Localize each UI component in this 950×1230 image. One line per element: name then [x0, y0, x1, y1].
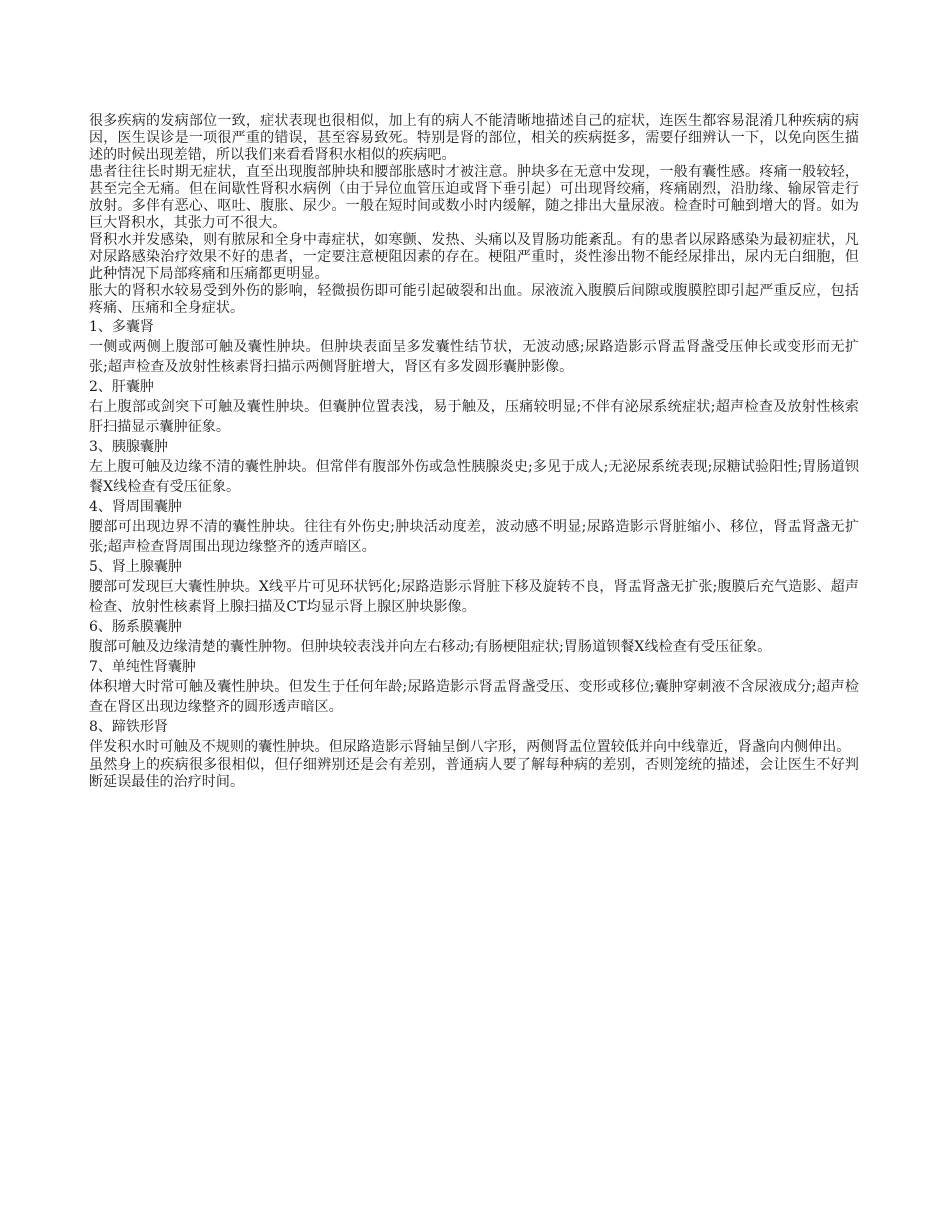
section-heading: 7、单纯性肾囊肿: [89, 659, 196, 675]
intro-paragraph: 患者往往长时期无症状，直至出现腹部肿块和腰部胀感时才被注意。肿块多在无意中发现，一般有囊性感。疼痛一般较轻，甚至完全无痛。但在间歇性肾积水病例（由于异位血管压迫或肾下垂引起）可出现肾绞痛，疼痛剧烈，沿肋缘、输尿管走行放射。多伴有恶心、呕吐、腹胀、尿少。一般在短时间或数小时内缓解，随之排出大量尿液。检查时可触到增大的肾。如为巨大肾积水，其张力可不很大。: [89, 164, 859, 231]
section-body: 腰部可出现边界不清的囊性肿块。往往有外伤史;肿块活动度差，波动感不明显;尿路造影示肾脏缩小、移位，肾盂肾盏无扩张;超声检查肾周围出现边缘整齐的透声暗区。: [89, 519, 859, 555]
intro-paragraph: 很多疾病的发病部位一致，症状表现也很相似，加上有的病人不能清晰地描述自己的症状，连医生都容易混淆几种疾病的病因，医生误诊是一项很严重的错误，甚至容易致死。特别是肾的部位，相关的疾病挺多，需要仔细辨认一下，以免向医生描述的时候出现差错，所以我们来看看肾积水相似的疾病吧。: [89, 113, 859, 163]
section-heading: 4、肾周围囊肿: [89, 499, 182, 515]
section-simple-renal-cyst: [89, 657, 859, 717]
section-horseshoe-kidney: [89, 717, 859, 757]
section-heading: 2、肝囊肿: [89, 379, 154, 395]
section-adrenal-cyst: [89, 557, 859, 617]
document-page: [89, 113, 859, 791]
section-heading: 8、蹄铁形肾: [89, 719, 168, 735]
section-heading: 5、肾上腺囊肿: [89, 559, 182, 575]
intro-paragraph: 胀大的肾积水较易受到外伤的影响，轻微损伤即可能引起破裂和出血。尿液流入腹膜后间隙或腹膜腔即引起严重反应，包括疼痛、压痛和全身症状。: [89, 283, 859, 316]
section-polycystic-kidney: [89, 317, 859, 377]
section-liver-cyst: [89, 377, 859, 437]
closing-paragraph: 虽然身上的疾病很多很相似，但仔细辨别还是会有差别，普通病人要了解每种病的差别，否则笼统的描述，会让医生不好判断延误最佳的治疗时间。: [89, 757, 859, 790]
section-heading: 1、多囊肾: [89, 319, 154, 335]
section-pancreatic-cyst: [89, 437, 859, 497]
section-body: 一侧或两侧上腹部可触及囊性肿块。但肿块表面呈多发囊性结节状，无波动感;尿路造影示肾盂肾盏受压伸长或变形而无扩张;超声检查及放射性核素肾扫描示两侧肾脏增大，肾区有多发圆形囊肿影像。: [89, 339, 859, 375]
section-heading: 3、胰腺囊肿: [89, 439, 168, 455]
section-body: 左上腹可触及边缘不清的囊性肿块。但常伴有腹部外伤或急性胰腺炎史;多见于成人;无泌尿系统表现;尿糖试验阳性;胃肠道钡餐X线检查有受压征象。: [89, 459, 859, 495]
section-body: 体积增大时常可触及囊性肿块。但发生于任何年龄;尿路造影示肾盂肾盏受压、变形或移位;囊肿穿刺液不含尿液成分;超声检查在肾区出现边缘整齐的圆形透声暗区。: [89, 679, 859, 715]
section-perirenal-cyst: [89, 497, 859, 557]
section-heading: 6、肠系膜囊肿: [89, 619, 182, 635]
section-body: 伴发积水时可触及不规则的囊性肿块。但尿路造影示肾轴呈倒八字形，两侧肾盂位置较低并向中线靠近，肾盏向内侧伸出。: [89, 739, 851, 755]
section-mesenteric-cyst: [89, 617, 859, 657]
section-body: 右上腹部或剑突下可触及囊性肿块。但囊肿位置表浅，易于触及，压痛较明显;不伴有泌尿系统症状;超声检查及放射性核索肝扫描显示囊肿征象。: [89, 399, 859, 435]
section-body: 腹部可触及边缘清楚的囊性肿物。但肿块较表浅并向左右移动;有肠梗阻症状;胃肠道钡餐X线检查有受压征象。: [89, 639, 772, 655]
intro-paragraph: 肾积水并发感染，则有脓尿和全身中毒症状，如寒颤、发热、头痛以及胃肠功能紊乱。有的患者以尿路感染为最初症状，凡对尿路感染治疗效果不好的患者，一定要注意梗阻因素的存在。梗阻严重时，炎性渗出物不能经尿排出，尿内无白细胞，但此种情况下局部疼痛和压痛都更明显。: [89, 232, 859, 282]
intro-section: [89, 113, 859, 317]
section-body: 腰部可发现巨大囊性肿块。X线平片可见环状钙化;尿路造影示肾脏下移及旋转不良，肾盂肾盏无扩张;腹膜后充气造影、超声检查、放射性核素肾上腺扫描及CT均显示肾上腺区肿块影像。: [89, 579, 859, 615]
closing-section: [89, 757, 859, 791]
